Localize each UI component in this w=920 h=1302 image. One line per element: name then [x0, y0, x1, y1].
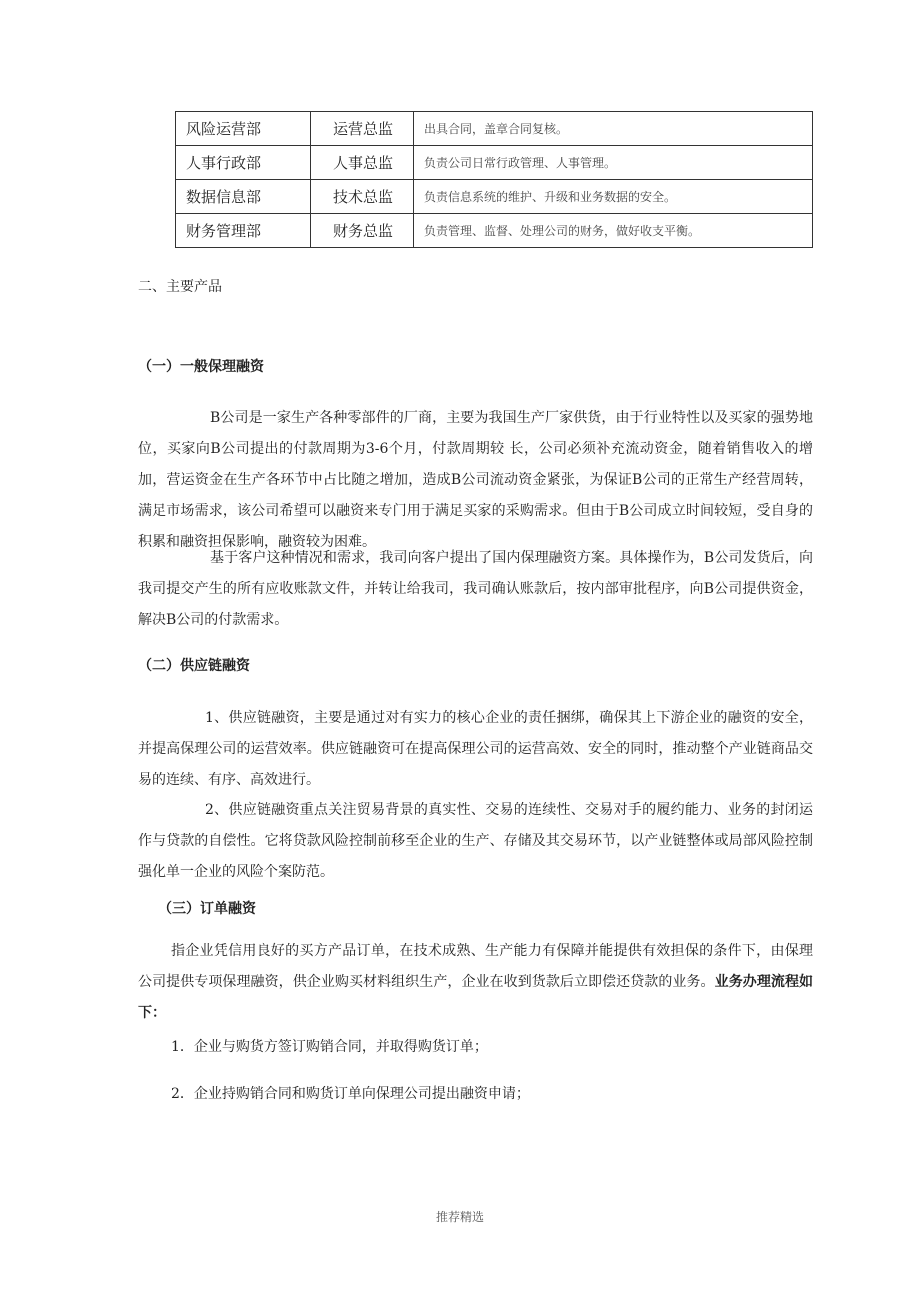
table-row [176, 112, 813, 146]
table-row [176, 146, 813, 180]
paragraph-supply-chain-2: 2、供应链融资重点关注贸易背景的真实性、交易的连续性、交易对手的履约能力、业务的封闭运作与贷款的自偿性。它将贷款风险控制前移至企业的生产、存储及其交易环节，以产业链整体或局部风险控制强化单一企业的风险个案防范。 [138, 802, 813, 880]
process-step-1: 1．企业与购货方签订购销合同，并取得购货订单； [171, 1039, 488, 1055]
department-table [175, 111, 813, 248]
duty-cell: 负责管理、监督、处理公司的财务，做好收支平衡。 [414, 214, 813, 248]
paragraph-supply-chain-1: 1、供应链融资，主要是通过对有实力的核心企业的责任捆绑，确保其上下游企业的融资的安全，并提高保理公司的运营效率。供应链融资可在提高保理公司的运营高效、安全的同时，推动整个产业链商品交易的连续、有序、高效进行。 [138, 710, 813, 788]
section-heading-products: 二、主要产品 [138, 279, 222, 295]
process-intro-bold: 业务办理流程如下： [138, 974, 814, 1021]
table-row [176, 214, 813, 248]
dept-cell: 人事行政部 [176, 146, 311, 180]
subsection-heading-order-financing: （三）订单融资 [158, 901, 256, 917]
duty-cell: 出具合同，盖章合同复核。 [414, 112, 813, 146]
subsection-heading-factoring: （一）一般保理融资 [138, 359, 264, 375]
role-cell: 财务总监 [311, 214, 414, 248]
paragraph-factoring-solution: 基于客户这种情况和需求，我司向客户提出了国内保理融资方案。具体操作为，B公司发货后，向我司提交产生的所有应收账款文件，并转让给我司，我司确认账款后，按内部审批程序，向B公司提供资金，解决B公司的付款需求。 [138, 550, 813, 628]
table-row [176, 180, 813, 214]
role-cell: 运营总监 [311, 112, 414, 146]
role-cell: 技术总监 [311, 180, 414, 214]
dept-cell: 数据信息部 [176, 180, 311, 214]
role-cell: 人事总监 [311, 146, 414, 180]
dept-cell: 财务管理部 [176, 214, 311, 248]
duty-cell: 负责公司日常行政管理、人事管理。 [414, 146, 813, 180]
page-footer: 推荐精选 [435, 1210, 484, 1224]
paragraph-order-financing [138, 936, 813, 1029]
subsection-heading-supply-chain: （二）供应链融资 [138, 658, 250, 674]
process-step-2: 2．企业持购销合同和购货订单向保理公司提出融资申请； [171, 1086, 530, 1102]
order-financing-text: 指企业凭信用良好的买方产品订单，在技术成熟、生产能力有保障并能提供有效担保的条件下，由保理公司提供专项保理融资，供企业购买材料组织生产，企业在收到货款后立即偿还贷款的业务。 [138, 943, 813, 990]
dept-cell: 风险运营部 [176, 112, 311, 146]
duty-cell: 负责信息系统的维护、升级和业务数据的安全。 [414, 180, 813, 214]
paragraph-factoring-background: B公司是一家生产各种零部件的厂商，主要为我国生产厂家供货，由于行业特性以及买家的强势地位，买家向B公司提出的付款周期为3-6个月，付款周期较 长，公司必须补充流动资金，随着销售收入的增加，营运资金在生产各环节中占比随之增加，造成B公司流动资金紧张，为保证B公司的正常生产经营周转，满足市场需求，该公司希望可以融资来专门用于满足买家的采购需求。但由于B公司成立时间较短，受自身的积累和融资担保影响，融资较为困难。 [138, 410, 813, 550]
